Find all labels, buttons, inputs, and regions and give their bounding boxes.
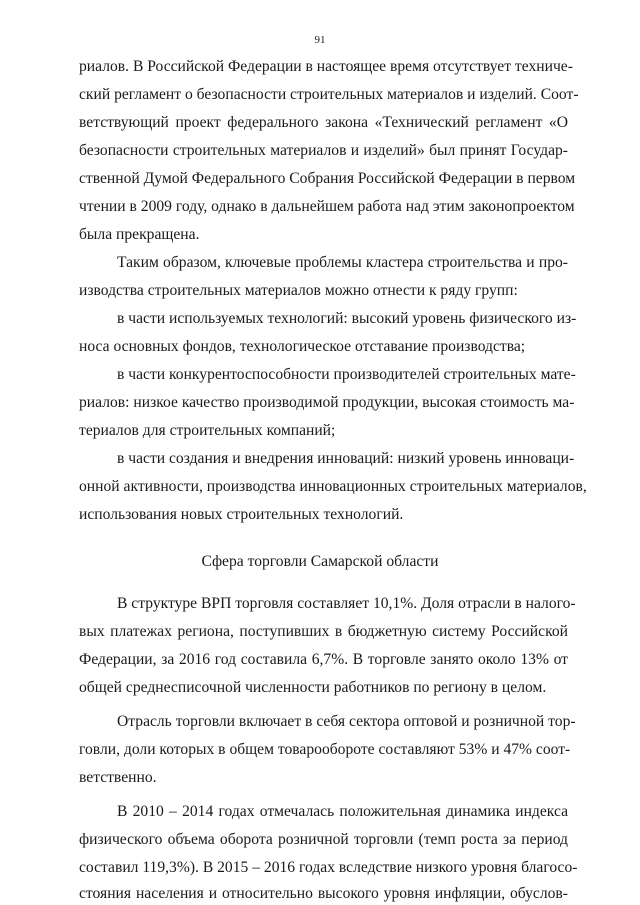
- text-line: ветственно.: [79, 769, 157, 786]
- list-item-line: в части конкурентоспособности производителей строительных мате-: [117, 366, 576, 383]
- text-line: изводства строительных материалов можно отнести к ряду групп:: [79, 282, 518, 299]
- text-line: риалов. В Российской Федерации в настоящее время отсутствует техниче-: [79, 58, 573, 75]
- text-line: физического объема оборота розничной торговли (темп роста за период: [79, 831, 568, 848]
- text-line: чтении в 2009 году, однако в дальнейшем работа над этим законопроектом: [79, 198, 575, 215]
- list-item-line: в части создания и внедрения инноваций: низкий уровень инноваци-: [117, 450, 575, 467]
- text-line: говли, доли которых в общем товарообороте составляют 53% и 47% соот-: [79, 741, 571, 758]
- text-line: была прекращена.: [79, 226, 200, 243]
- page-number: 91: [314, 34, 326, 46]
- text-line: стояния населения и относительно высокого уровня инфляции, обуслов-: [79, 885, 568, 902]
- text-line: общей среднесписочной численности работников по региону в целом.: [79, 679, 547, 696]
- list-item-line: в части используемых технологий: высокий уровень физического из-: [117, 310, 577, 327]
- list-item-line: риалов: низкое качество производимой продукции, высокая стоимость ма-: [79, 394, 575, 411]
- text-line: В структуре ВРП торговля составляет 10,1%. Доля отрасли в налого-: [117, 595, 576, 612]
- text-line: Отрасль торговли включает в себя сектора оптовой и розничной тор-: [117, 713, 576, 730]
- list-item-line: использования новых строительных технологий.: [79, 506, 404, 523]
- section-heading: Сфера торговли Самарской области: [201, 553, 439, 570]
- text-line: безопасности строительных материалов и изделий» был принят Государ-: [79, 142, 568, 159]
- text-line: вых платежах региона, поступивших в бюджетную систему Российской: [79, 623, 568, 640]
- text-line: ский регламент о безопасности строительных материалов и изделий. Соот-: [79, 86, 579, 103]
- text-line: В 2010 – 2014 годах отмечалась положительная динамика индекса: [117, 803, 568, 820]
- list-item-line: онной активности, производства инновационных строительных материалов,: [79, 478, 587, 495]
- text-line: ветствующий проект федерального закона «Технический регламент «О: [79, 114, 568, 131]
- text-line: ственной Думой Федерального Собрания Российской Федерации в первом: [79, 170, 576, 187]
- text-line: Федерации, за 2016 год составила 6,7%. В торговле занято около 13% от: [79, 651, 568, 668]
- text-line: составил 119,3%). В 2015 – 2016 годах вследствие низкого уровня благосо-: [79, 859, 578, 876]
- list-item-line: носа основных фондов, технологическое отставание производства;: [79, 338, 526, 355]
- list-item-line: териалов для строительных компаний;: [79, 422, 336, 439]
- text-line: Таким образом, ключевые проблемы кластера строительства и про-: [117, 254, 568, 271]
